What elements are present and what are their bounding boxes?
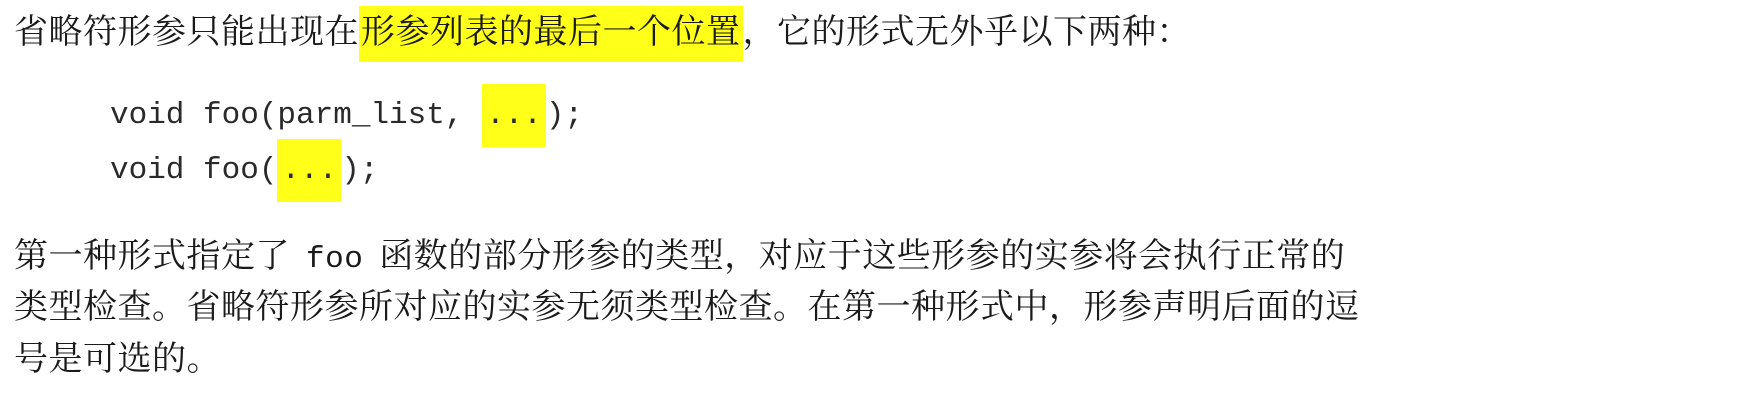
intro-text-after: ，它的形式无外乎以下两种： [742,12,1191,52]
code-line-1-prefix: void foo(parm_list, [110,98,483,133]
paragraph-body-line-1 [14,232,1345,284]
paragraph-body-line-3 [14,335,221,383]
intro-text-before: 省略符形参只能出现在 [14,12,359,52]
paragraph-body-line-2 [14,283,1360,331]
code-line-1-ellipsis: ... [482,84,546,147]
paragraph-intro [14,8,1191,56]
body-line-2-text: 类型检查。省略符形参所对应的实参无须类型检查。在第一种形式中，形参声明后面的逗 [14,287,1360,327]
code-line-2-prefix: void foo( [110,153,278,188]
body-line-3-text: 号是可选的。 [14,339,221,379]
code-line-1-suffix: ); [545,98,584,133]
highlighted-phrase: 形参列表的最后一个位置 [359,6,743,62]
code-line-2 [110,151,378,191]
code-line-2-suffix: ); [341,153,379,188]
inline-code-foo: foo [306,242,364,277]
body-line-1-after: 函数的部分形参的类型，对应于这些形参的实参将会执行正常的 [379,236,1346,276]
code-line-1 [110,96,583,136]
body-line-1-before: 第一种形式指定了 [14,236,290,276]
code-line-2-ellipsis: ... [277,139,341,202]
